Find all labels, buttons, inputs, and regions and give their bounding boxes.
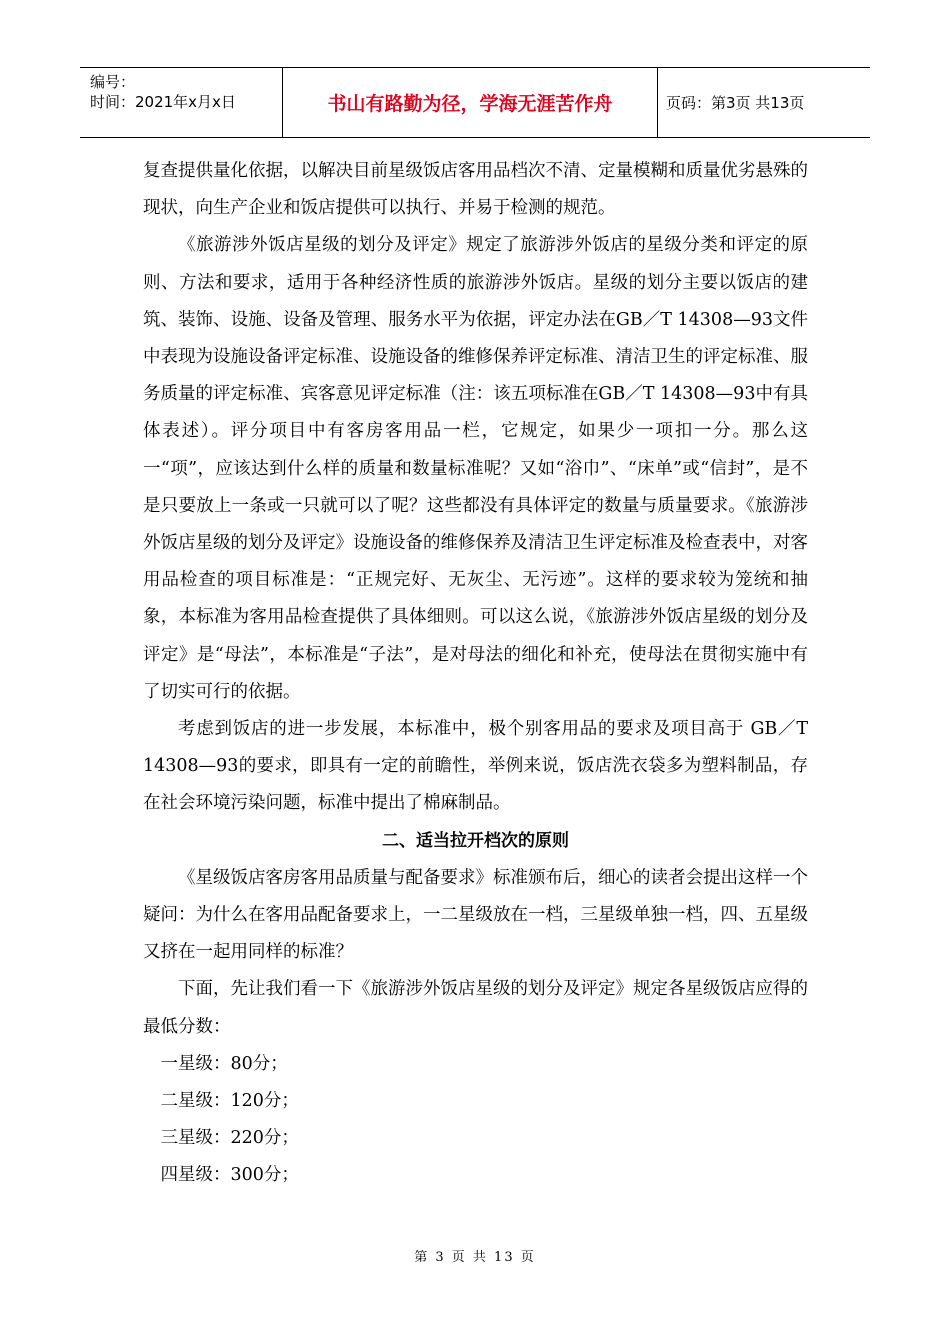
list-item: 四星级：300分； bbox=[160, 1165, 299, 1186]
header-motto: 书山有路勤为径，学海无涯苦作舟 bbox=[283, 68, 658, 137]
list-item: 二星级：120分； bbox=[160, 1091, 299, 1112]
list-item: 三星级：220分； bbox=[160, 1128, 299, 1149]
number-label: 编号： bbox=[90, 73, 136, 91]
header-page-info: 页码：第3页 共13页 bbox=[666, 94, 805, 112]
list-item: 一星级：80分； bbox=[160, 1053, 288, 1074]
time-label: 时间：2021年x月x日 bbox=[90, 93, 236, 111]
paragraph: 下面，先让我们看一下《旅游涉外饭店星级的划分及评定》规定各星级饭店应得的最低分数： bbox=[143, 979, 808, 1037]
paragraph: 《星级饭店客房客用品质量与配备要求》标准颁布后，细心的读者会提出这样一个疑问：为什么在客用品配备要求上，一二星级放在一档，三星级单独一档，四、五星级又挤在一起用同样的标准？ bbox=[143, 867, 808, 963]
page-header bbox=[80, 67, 870, 138]
document-body bbox=[143, 153, 808, 1195]
paragraph: 《旅游涉外饭店星级的划分及评定》规定了旅游涉外饭店的星级分类和评定的原则、方法和要求，适用于各种经济性质的旅游涉外饭店。星级的划分主要以饭店的建筑、装饰、设施、设备及管理、服务水平为依据，评定办法在GB／T 14308—93文件中表现为设施设备评定标准、设施设备的维修保养评定标准、清洁卫生的评定标准、服务质量的评定标准、宾客意见评定标准（注：该五项标准在GB／T 14308—93中有具体表述）。评分项目中有客房客用品一栏，它规定，如果少一项扣一分。那么这一“项”，应该达到什么样的质量和数量标准呢？又如“浴巾”、“床单”或“信封”，是不是只要放上一条或一只就可以了呢？这些都没有具体评定的数量与质量要求。《旅游涉外饭店星级的划分及评定》设施设备的维修保养及清洁卫生评定标准及检查表中，对客用品检查的项目标准是：“正规完好、无灰尘、无污迹”。这样的要求较为笼统和抽象，本标准为客用品检查提供了具体细则。可以这么说，《旅游涉外饭店星级的划分及评定》是“母法”，本标准是“子法”，是对母法的细化和补充，使母法在贯彻实施中有了切实可行的依据。 bbox=[143, 235, 808, 702]
header-meta bbox=[80, 68, 283, 137]
page-footer: 第 3 页 共 13 页 bbox=[414, 1250, 536, 1265]
section-heading: 二、适当拉开档次的原则 bbox=[382, 830, 569, 851]
paragraph: 考虑到饭店的进一步发展，本标准中，极个别客用品的要求及项目高于 GB／T 14308—93的要求，即具有一定的前瞻性，举例来说，饭店洗衣袋多为塑料制品，存在社会环境污染问题，标准中提出了棉麻制品。 bbox=[143, 719, 808, 814]
paragraph: 复查提供量化依据，以解决目前星级饭店客用品档次不清、定量模糊和质量优劣悬殊的现状，向生产企业和饭店提供可以执行、并易于检测的规范。 bbox=[143, 161, 808, 219]
